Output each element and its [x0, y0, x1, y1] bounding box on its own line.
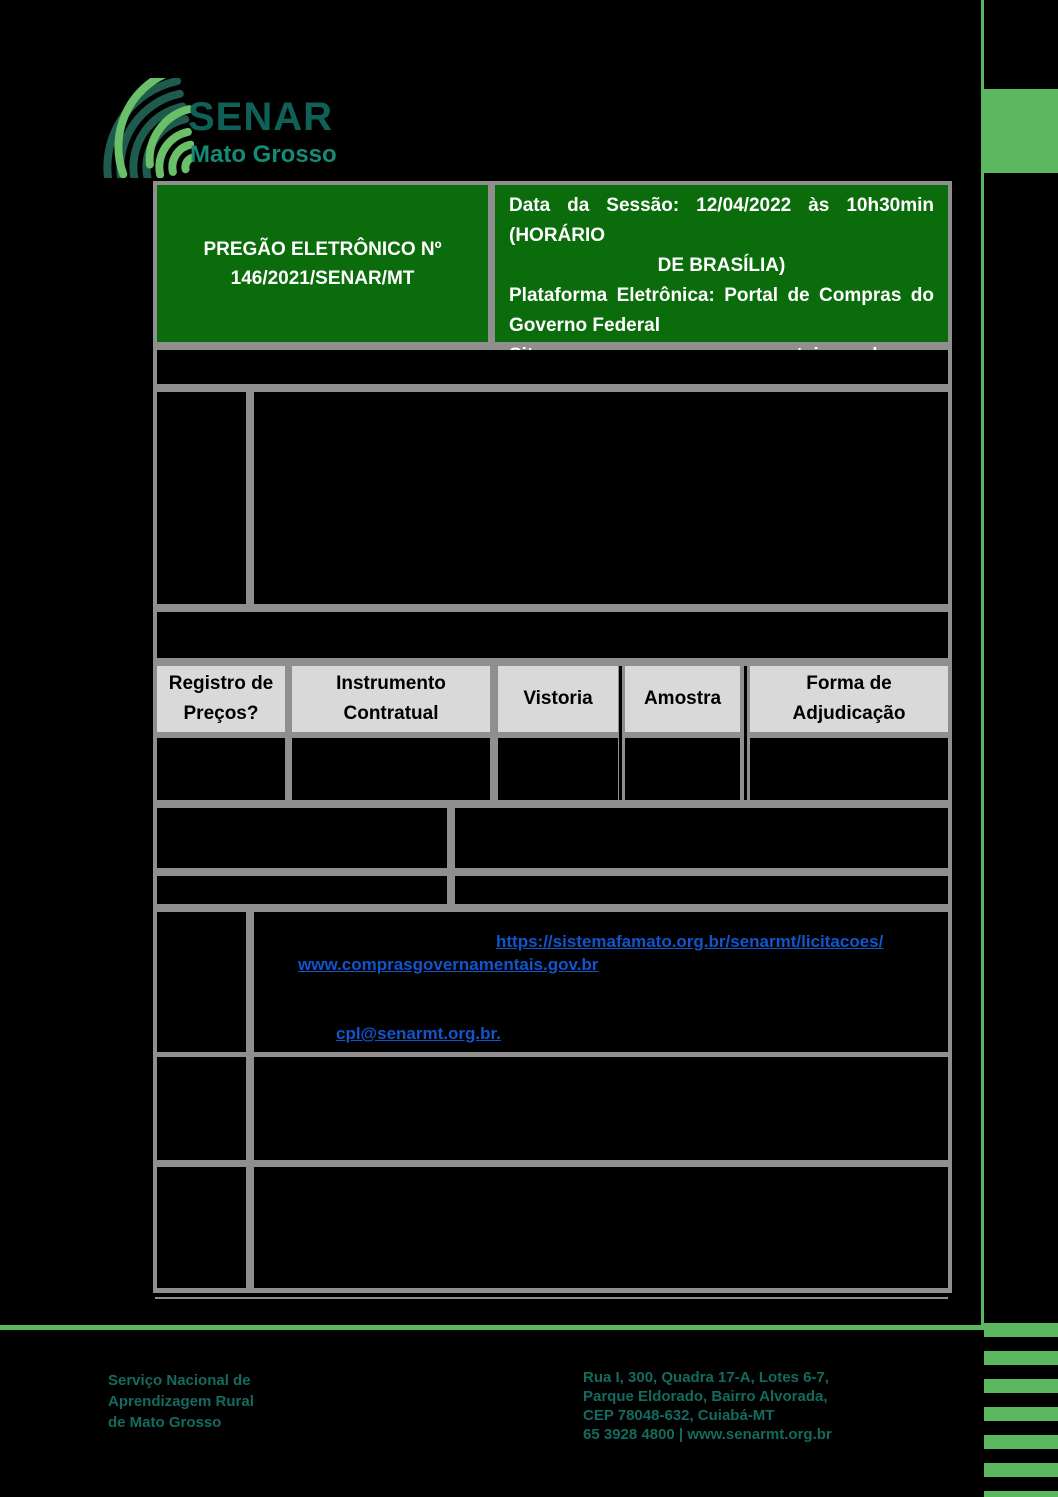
header-vistoria: Vistoria	[498, 666, 618, 732]
logo-wordmark: SENAR	[188, 95, 334, 139]
session-info-cell	[495, 185, 948, 342]
session-date-line2: DE BRASÍLIA)	[657, 255, 786, 276]
value-adjudicacao-cell	[750, 738, 948, 800]
session-date-line1: Data da Sessão: 12/04/2022 às 10h30min (HORÁRIO	[509, 195, 934, 246]
value-registro-cell	[157, 738, 285, 800]
header-instrumento-contratual: Instrumento Contratual	[292, 666, 490, 732]
logo-region-label: Mato Grosso	[190, 141, 337, 168]
column-divider	[744, 666, 747, 800]
value-amostra-cell	[625, 738, 740, 800]
footer-org-line1: Serviço Nacional de	[108, 1372, 251, 1389]
header-registro-de-precos: Registro de Preços?	[157, 666, 285, 732]
footer-address-line4: 65 3928 4800 | www.senarmt.org.br	[583, 1426, 832, 1443]
footer-address-line1: Rua I, 300, Quadra 17-A, Lotes 6-7,	[583, 1369, 829, 1386]
blank-label-cell	[157, 808, 447, 868]
footer-organization	[108, 1370, 254, 1433]
pregao-title-line1: PREGÃO ELETRÔNICO Nº	[203, 238, 442, 260]
blank-label-cell	[157, 912, 246, 1052]
corner-accent-stripes	[984, 1323, 1058, 1497]
cpl-email-link[interactable]: cpl@senarmt.org.br.	[336, 1024, 501, 1043]
right-accent-block	[984, 89, 1058, 173]
column-divider	[619, 666, 622, 800]
value-instrumento-cell	[292, 738, 490, 800]
comprasgovernamentais-link[interactable]: www.comprasgovernamentais.gov.br	[298, 955, 599, 974]
footer-org-line2: Aprendizagem Rural	[108, 1393, 254, 1410]
links-cell	[254, 912, 948, 1052]
footer-org-line3: de Mato Grosso	[108, 1414, 222, 1431]
blank-content-cell	[455, 876, 948, 904]
blank-label-cell	[157, 1167, 246, 1288]
platform-line2: Governo Federal	[509, 315, 660, 336]
blank-row-cell	[157, 612, 948, 658]
footer-address	[583, 1368, 832, 1444]
footer-address-line3: CEP 78048-632, Cuiabá-MT	[583, 1407, 775, 1424]
blank-label-cell	[157, 392, 246, 604]
senar-logo-icon	[84, 78, 194, 178]
header-forma-de-adjudicacao: Forma de Adjudicação	[750, 666, 948, 732]
licitacoes-link[interactable]: https://sistemafamato.org.br/senarmt/licitacoes/	[496, 932, 884, 951]
blank-content-cell	[254, 1057, 948, 1160]
blank-row-cell	[157, 350, 948, 384]
value-vistoria-cell	[498, 738, 618, 800]
blank-label-cell	[157, 876, 447, 904]
pregao-title-line2: 146/2021/SENAR/MT	[230, 267, 415, 289]
footer-accent-rule	[0, 1325, 984, 1330]
blank-label-cell	[157, 1057, 246, 1160]
footer-address-line2: Parque Eldorado, Bairro Alvorada,	[583, 1388, 828, 1405]
table-bottom-rule	[155, 1297, 948, 1299]
edital-table	[153, 181, 952, 1293]
blank-content-cell	[254, 392, 948, 604]
right-accent-vertical-line	[981, 0, 984, 1326]
blank-content-cell	[455, 808, 948, 868]
pregao-title-cell	[157, 185, 488, 342]
header-amostra: Amostra	[625, 666, 740, 732]
blank-content-cell	[254, 1167, 948, 1288]
platform-line1: Plataforma Eletrônica: Portal de Compras do	[509, 285, 934, 306]
